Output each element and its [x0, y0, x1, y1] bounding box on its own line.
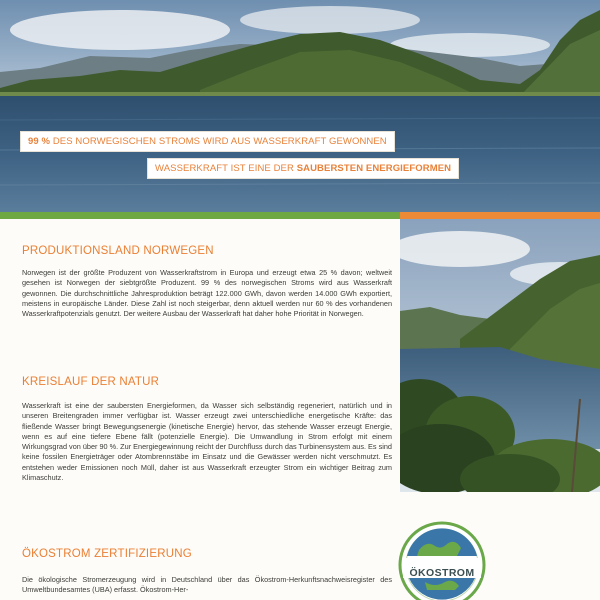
- hero-photo: [0, 0, 600, 212]
- badge-label: ÖKOSTROM: [409, 567, 475, 579]
- fjord-photo: [400, 219, 600, 492]
- fjord-landscape-image: [400, 219, 600, 492]
- section-body-certification: Die ökologische Stromerzeugung wird in Deutschland über das Ökostrom-Herkunftsnachweisregister des Umweltbundesamtes (UBA) erfasst. Ökostrom-Her-: [22, 575, 392, 595]
- section-heading-certification: ÖKOSTROM ZERTIFIZIERUNG: [22, 548, 192, 560]
- section-heading-production: PRODUKTIONSLAND NORWEGEN: [22, 245, 214, 257]
- hero-banner-clean-energy: [147, 158, 459, 179]
- banner-text: WASSERKRAFT IST EINE DER: [155, 163, 294, 174]
- section-body-production: Norwegen ist der größte Produzent von Wasserkraftstrom in Europa und erzeugt etwa 25 % davon; weltweit gesehen ist Norwegen der siebtgrößte Produzent. 99 % des norwegischen Stroms wird aus Wasserkraft gewonnen. Die durchschnittliche Jahresproduktion beträgt 122.000 GWh, davon werden 14.000 GWh exportiert, meistens in europäische Länder. Diese Zahl ist noch steigerbar, denn aktuell werden nur 60 % des vorhandenen Wasserkraftpotenzials genutzt. Der weitere Ausbau der Wasserkraft hat daher hohe Priorität in Norwegen.: [22, 268, 392, 319]
- orange-divider-bar: [400, 212, 600, 219]
- section-heading-nature-cycle: KREISLAUF DER NATUR: [22, 376, 160, 388]
- green-divider-bar: [0, 212, 400, 219]
- banner-text: DES NORWEGISCHEN STROMS WIRD AUS WASSERKRAFT GEWONNEN: [52, 136, 387, 147]
- hero-banner-hydropower-share: [20, 131, 395, 152]
- oekostrom-certification-badge: [397, 520, 487, 600]
- section-body-nature-cycle: Wasserkraft ist eine der saubersten Energieformen, da Wasser sich selbständig regeneriert, natürlich und in unseren Breitengraden immer verfügbar ist. Wasser erzeugt zwei unterschiedliche energetische Kräfte: das fließende Wasser bringt Bewegungsenergie (kinetische Energie) hervor, das stehende Wasser erzeugt Energie, wenn es auf eine tiefere Ebene fällt (potenzielle Energie). Die Umwandlung in Strom erfolgt mit einem Wirkungsgrad von über 90 %. Zur Energiegewinnung reicht der Durchfluss durch das Turbinensystem aus. Es sind keine fossilen Energieträger oder Atombrennstäbe im Einsatz und die Gewässer werden nicht verschmutzt. Es entstehen weder Emissionen noch Müll, daher ist aus Wasserkraft erzeugter Strom ein wichtiger Beitrag zum Klimaschutz.: [22, 401, 392, 483]
- globe-badge-icon: [397, 520, 487, 600]
- banner-highlight: SAUBERSTEN ENERGIEFORMEN: [296, 163, 452, 174]
- lake-landscape-image: [0, 0, 600, 212]
- banner-highlight: 99 %: [28, 136, 51, 147]
